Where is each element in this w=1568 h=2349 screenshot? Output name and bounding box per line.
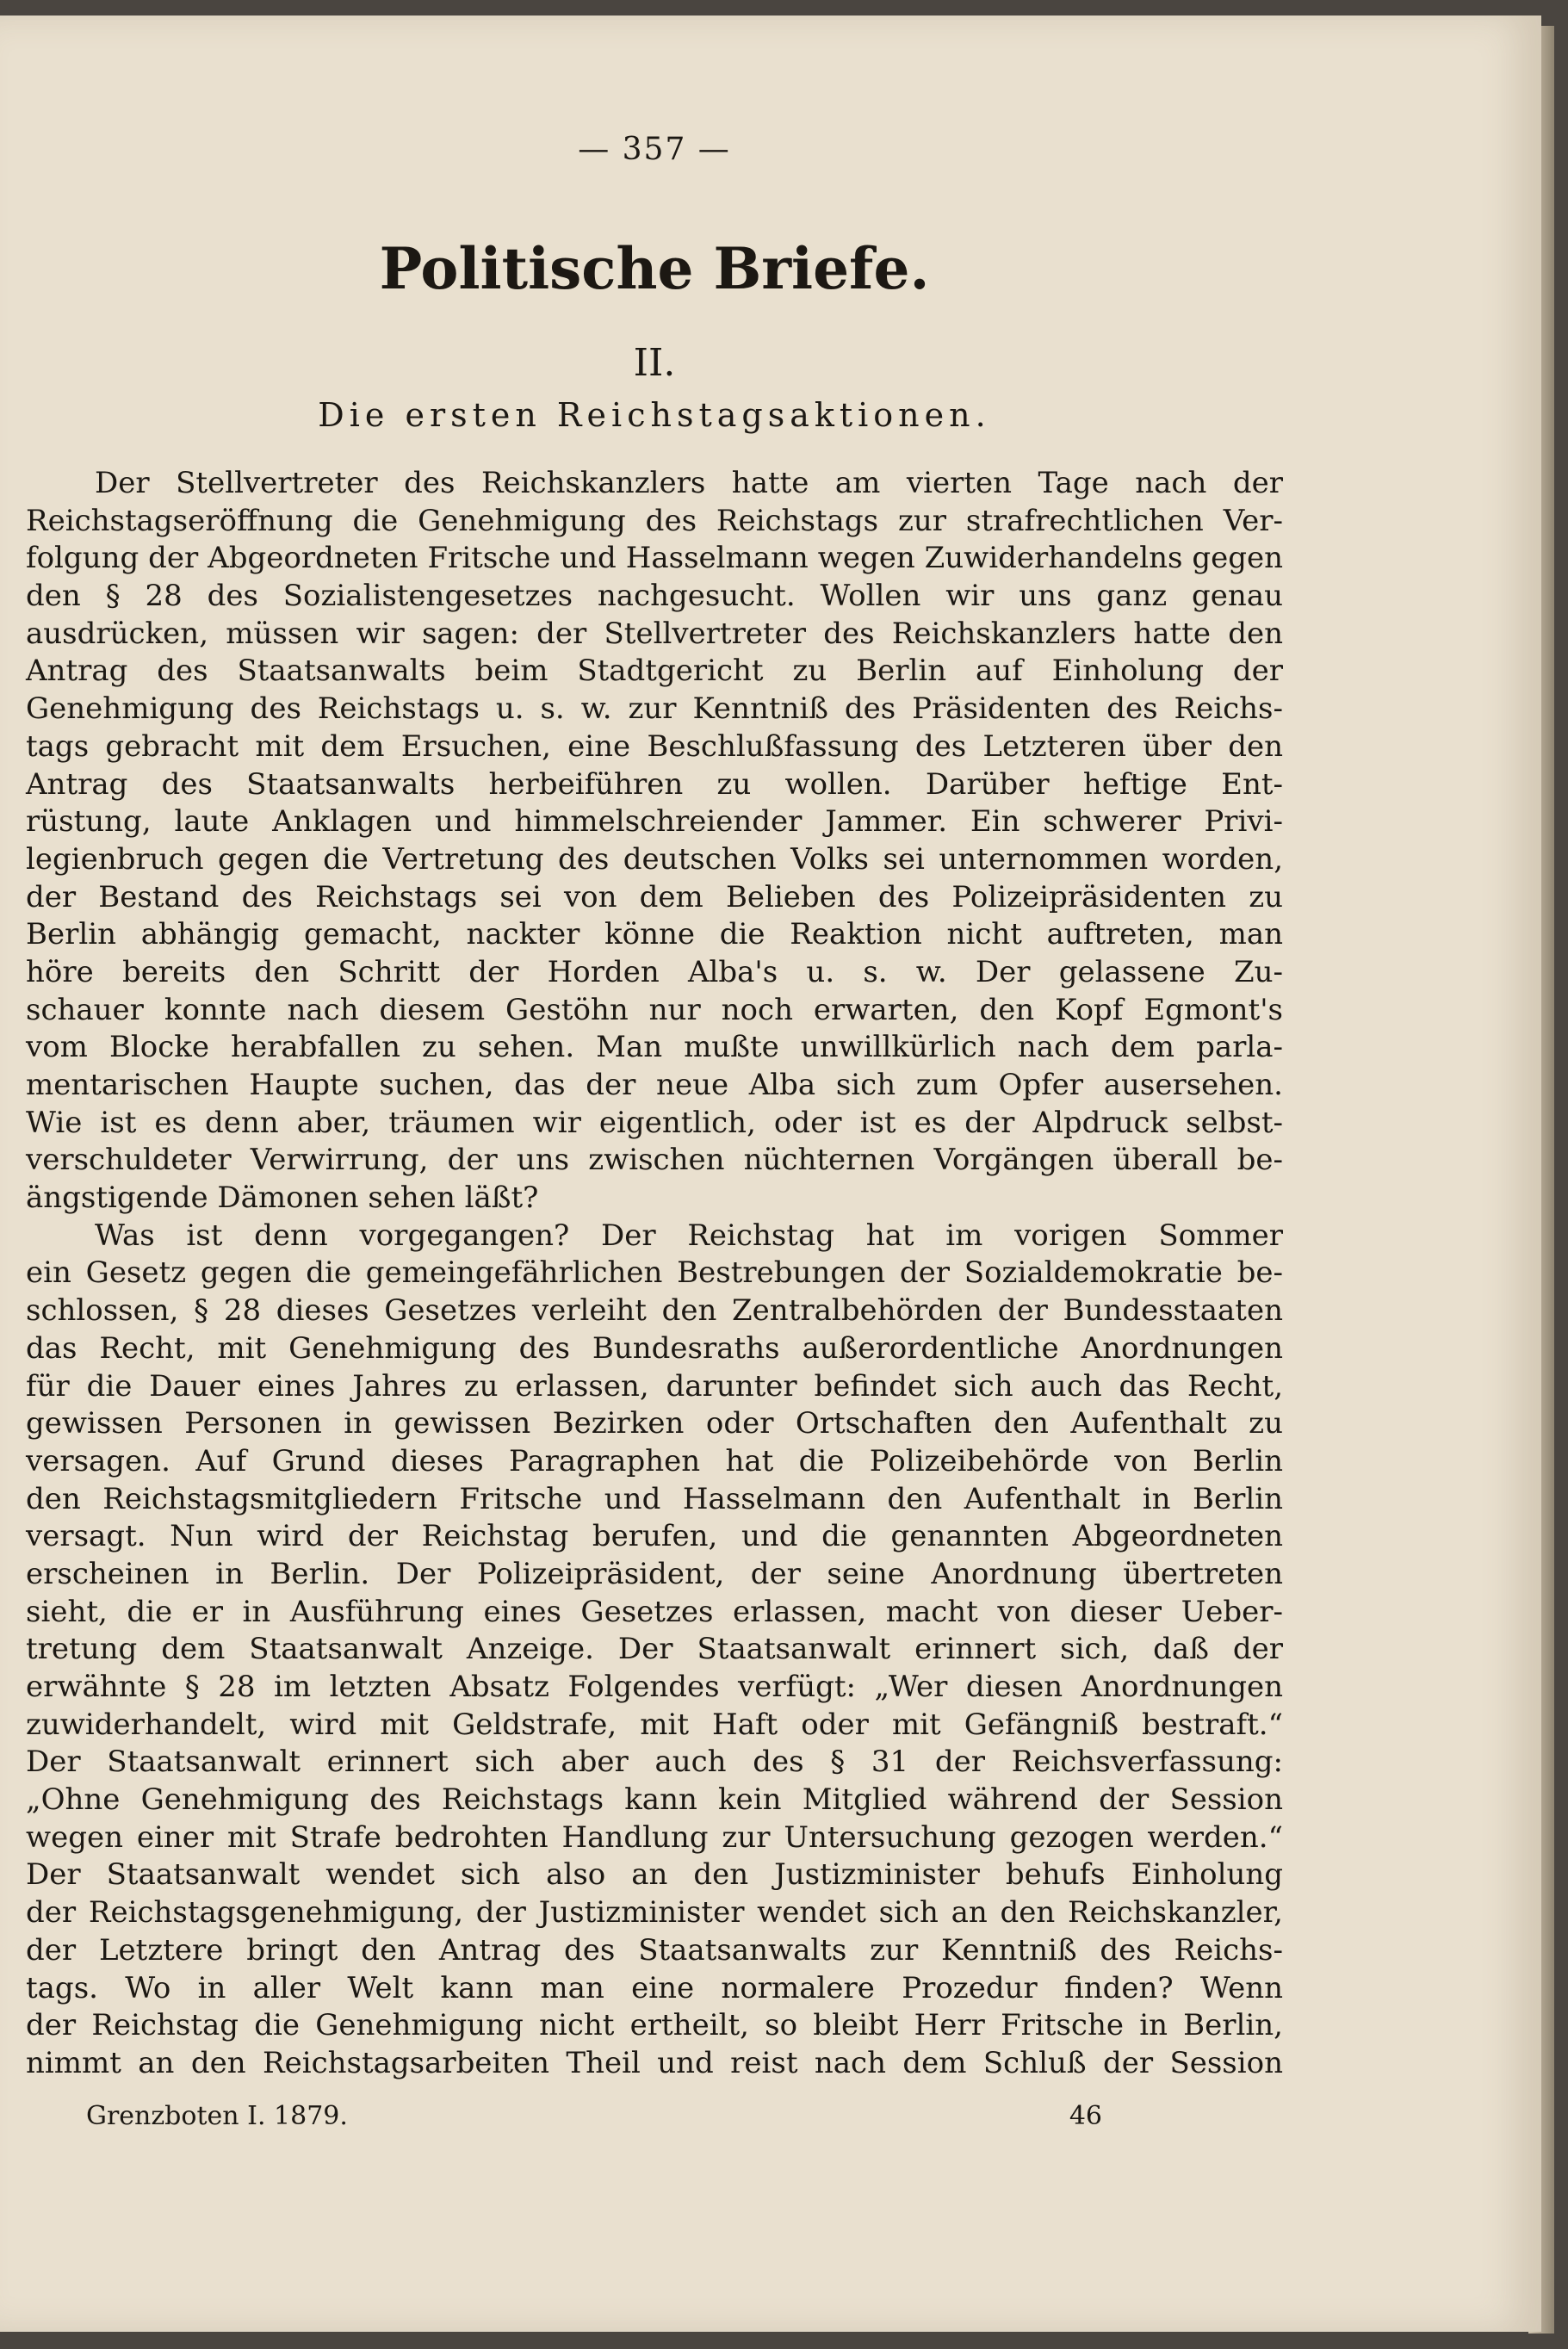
text-line: legienbruch gegen die Vertretung des deutschen Volks sei unternommen worden,	[26, 841, 1283, 877]
text-line: versagt. Nun wird der Reichstag berufen, und die genannten Abgeordneten	[26, 1519, 1283, 1554]
text-line: den § 28 des Sozialistengesetzes nachgesucht. Wollen wir uns ganz genau	[26, 579, 1283, 614]
text-line: der Bestand des Reichstags sei von dem Belieben des Polizeipräsidenten zu	[26, 879, 1283, 914]
text-line: erwähnte § 28 im letzten Absatz Folgendes verfügt: „Wer diesen Anordnungen	[26, 1670, 1283, 1704]
text-line: verschuldeter Verwirrung, der uns zwischen nüchternen Vorgängen überall be-	[26, 1143, 1283, 1178]
article-body	[26, 465, 1283, 2083]
text-line: Der Stellvertreter des Reichskanzlers hatte am vierten Tage nach der	[95, 466, 1283, 500]
text-line: wegen einer mit Strafe bedrohten Handlung zur Untersuchung gezogen werden.“	[26, 1819, 1283, 1855]
text-line: Reichstagseröffnung die Genehmigung des Reichstags zur strafrechtlichen Ver-	[26, 503, 1283, 538]
text-line: Antrag des Staatsanwalts herbeiführen zu wollen. Darüber heftige Ent-	[26, 766, 1283, 802]
text-line: der Letztere bringt den Antrag des Staatsanwalts zur Kenntniß des Reichs-	[26, 1932, 1283, 1968]
text-line: für die Dauer eines Jahres zu erlassen, darunter befindet sich auch das Recht,	[26, 1368, 1283, 1404]
text-line: erscheinen in Berlin. Der Polizeipräsident, der seine Anordnung übertreten	[26, 1556, 1283, 1591]
text-line: ausdrücken, müssen wir sagen: der Stellvertreter des Reichskanzlers hatte den	[26, 616, 1283, 651]
text-line: vom Blocke herabfallen zu sehen. Man mußte unwillkürlich nach dem parla-	[26, 1030, 1283, 1065]
text-line: mentarischen Haupte suchen, das der neue Alba sich zum Opfer ausersehen.	[26, 1068, 1283, 1102]
text-line: tags. Wo in aller Welt kann man eine normalere Prozedur finden? Wenn	[26, 1970, 1283, 2005]
text-line: nimmt an den Reichstagsarbeiten Theil und reist nach dem Schluß der Session	[26, 2045, 1283, 2080]
text-line: Der Staatsanwalt wendet sich also an den Justizminister behufs Einholung	[26, 1857, 1283, 1893]
footer-journal: Grenzboten I. 1879.	[86, 2101, 348, 2131]
text-line: versagen. Auf Grund dieses Paragraphen hat die Polizeibehörde von Berlin	[26, 1443, 1283, 1478]
text-line: tretung dem Staatsanwalt Anzeige. Der Staatsanwalt erinnert sich, daß der	[26, 1632, 1283, 1667]
footer-signature: 46	[1069, 2101, 1102, 2131]
text-line: der Reichstagsgenehmigung, der Justizminister wendet sich an den Reichskanzler,	[26, 1895, 1283, 1931]
text-line: Antrag des Staatsanwalts beim Stadtgericht zu Berlin auf Einholung der	[26, 654, 1283, 689]
text-line: der Reichstag die Genehmigung nicht ertheilt, so bleibt Herr Fritsche in Berlin,	[26, 2008, 1283, 2043]
text-line: schlossen, § 28 dieses Gesetzes verleiht den Zentralbehörden der Bundesstaaten	[26, 1293, 1283, 1329]
text-line: rüstung, laute Anklagen und himmelschreiender Jammer. Ein schwerer Privi-	[26, 804, 1283, 840]
text-line: höre bereits den Schritt der Horden Alba's u. s. w. Der gelassene Zu-	[26, 954, 1283, 989]
book-page	[0, 15, 1541, 2332]
article-title: Politische Briefe.	[379, 235, 930, 302]
text-line: folgung der Abgeordneten Fritsche und Hasselmann wegen Zuwiderhandelns gegen	[26, 541, 1283, 576]
text-line: sieht, die er in Ausführung eines Gesetzes erlassen, macht von dieser Ueber-	[26, 1594, 1283, 1629]
text-line: gewissen Personen in gewissen Bezirken oder Ortschaften den Aufenthalt zu	[26, 1406, 1283, 1441]
text-line: „Ohne Genehmigung des Reichstags kann kein Mitglied während der Session	[26, 1782, 1283, 1818]
page-number: — 357 —	[578, 132, 731, 167]
text-line: den Reichstagsmitgliedern Fritsche und Hasselmann den Aufenthalt in Berlin	[26, 1481, 1283, 1516]
text-line: ängstigende Dämonen sehen läßt?	[26, 1181, 539, 1216]
text-line: Der Staatsanwalt erinnert sich aber auch des § 31 der Reichsverfassung:	[26, 1745, 1283, 1780]
text-line: Berlin abhängig gemacht, nackter könne die Reaktion nicht auftreten, man	[26, 917, 1283, 952]
text-line: Was ist denn vorgegangen? Der Reichstag hat im vorigen Sommer	[95, 1218, 1283, 1253]
text-line: tags gebracht mit dem Ersuchen, eine Beschlußfassung des Letzteren über den	[26, 728, 1283, 764]
text-line: das Recht, mit Genehmigung des Bundesraths außerordentliche Anordnungen	[26, 1330, 1283, 1366]
article-subtitle: Die ersten Reichstagsaktionen.	[318, 396, 991, 434]
text-line: schauer konnte nach diesem Gestöhn nur noch erwarten, den Kopf Egmont's	[26, 992, 1283, 1027]
text-line: Genehmigung des Reichstags u. s. w. zur Kenntniß des Präsidenten des Reichs-	[26, 691, 1283, 727]
text-line: Wie ist es denn aber, träumen wir eigentlich, oder ist es der Alpdruck selbst-	[26, 1105, 1283, 1140]
text-line: ein Gesetz gegen die gemeingefährlichen Bestrebungen der Sozialdemokratie be-	[26, 1255, 1283, 1291]
section-number: II.	[633, 341, 676, 385]
text-line: zuwiderhandelt, wird mit Geldstrafe, mit Haft oder mit Gefängniß bestraft.“	[26, 1707, 1283, 1742]
